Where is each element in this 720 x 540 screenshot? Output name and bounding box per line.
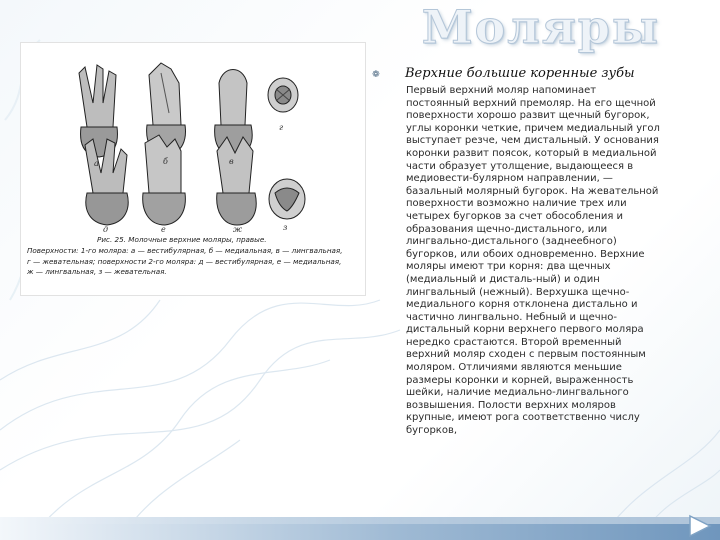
figure-letter-b: б xyxy=(163,157,168,166)
body-line: бугорков, xyxy=(406,425,458,437)
tooth-drawing-z xyxy=(269,179,305,219)
body-line: части образует утолщение, выдающееся в xyxy=(406,160,634,172)
tooth-drawing-g xyxy=(268,78,298,112)
teeth-figure xyxy=(20,42,366,296)
tooth-drawing-d xyxy=(85,139,128,225)
figure-letter-zh: ж xyxy=(233,225,243,234)
body-line: медиального корня отклонена дистально и xyxy=(406,299,638,311)
figure-letter-v: в xyxy=(229,157,234,166)
section-heading: Верхние большие коренные зубы xyxy=(405,66,635,81)
body-line: лингвальный (нежный). Верхушка щечно- xyxy=(406,286,630,298)
body-line: четырех бугорков за счет обособления и xyxy=(406,210,624,222)
body-line: бугорков, или обоих одновременно. Верхние xyxy=(406,248,645,260)
figure-letter-g: г xyxy=(279,123,284,132)
caption-line: ж — лингвальная, з — жевательная. xyxy=(27,267,167,277)
body-line: возвышения. Полости верхних моляров xyxy=(406,399,616,411)
figure-letter-e: е xyxy=(161,225,166,234)
tooth-drawing-e xyxy=(143,135,186,225)
body-line: постоянный верхний премоляр. На его щечной xyxy=(406,97,656,109)
body-line: крупные, имеют рога соответственно числу xyxy=(406,412,640,424)
body-line: (медиальный и дисталь-ный) и один xyxy=(406,273,600,285)
body-line: базальный молярный бугорок. На жевательной xyxy=(406,185,659,197)
next-slide-arrow-icon[interactable] xyxy=(686,512,716,540)
caption-line: г — жевательная; поверхности 2-го моляра: д — вестибулярная, е — медиальная, xyxy=(27,256,342,266)
body-line: поверхности возможно наличие трех или xyxy=(406,198,627,210)
body-line: углы коронки четкие, причем медиальный угол xyxy=(406,122,660,134)
body-line: лингвально-дистального (заднеебного) xyxy=(406,236,617,248)
figure-caption xyxy=(27,235,363,278)
body-line: медиовести-булярном направлении, — xyxy=(406,173,613,185)
body-line: шейки, наличие медиально-лингвального xyxy=(406,387,629,399)
body-line: выступает резче, чем дистальный. У основания xyxy=(406,135,659,147)
figure-letter-d: д xyxy=(103,225,109,234)
bottom-bar-highlight xyxy=(0,517,720,524)
bullet-icon: ❁ xyxy=(372,70,380,80)
figure-letter-z: з xyxy=(283,223,288,232)
body-line: моляром. Отличиями являются меньшие xyxy=(406,362,622,374)
body-line: дистальный корни верхнего первого моляра xyxy=(406,324,644,336)
figure-letter-a: а xyxy=(94,159,99,168)
body-line: коронки развит поясок, который в медиальной xyxy=(406,147,657,159)
body-line: размеры коронки и корней, выраженность xyxy=(406,374,634,386)
caption-line: Поверхности: 1-го моляра: а — вестибулярная, б — медиальная, в — лингвальная, xyxy=(27,245,343,255)
body-line: Первый верхний моляр напоминает xyxy=(406,85,597,96)
body-line: верхний моляр сходен с первым постоянным xyxy=(406,349,646,361)
body-line: поверхности хорошо развит щечный бугорок, xyxy=(406,110,650,122)
slide-title: Моляры xyxy=(421,0,660,54)
body-line: нередко срастаются. Второй временный xyxy=(406,336,622,348)
caption-line: Рис. 25. Молочные верхние моляры, правые. xyxy=(97,235,267,244)
body-line: образования щечно-дистального, или xyxy=(406,223,608,235)
body-text xyxy=(406,85,676,438)
body-line: моляры имеют три корня: два щечных xyxy=(406,261,611,273)
body-line: частично лингвально. Небный и щечно- xyxy=(406,311,617,323)
tooth-drawing-zh xyxy=(217,137,257,225)
